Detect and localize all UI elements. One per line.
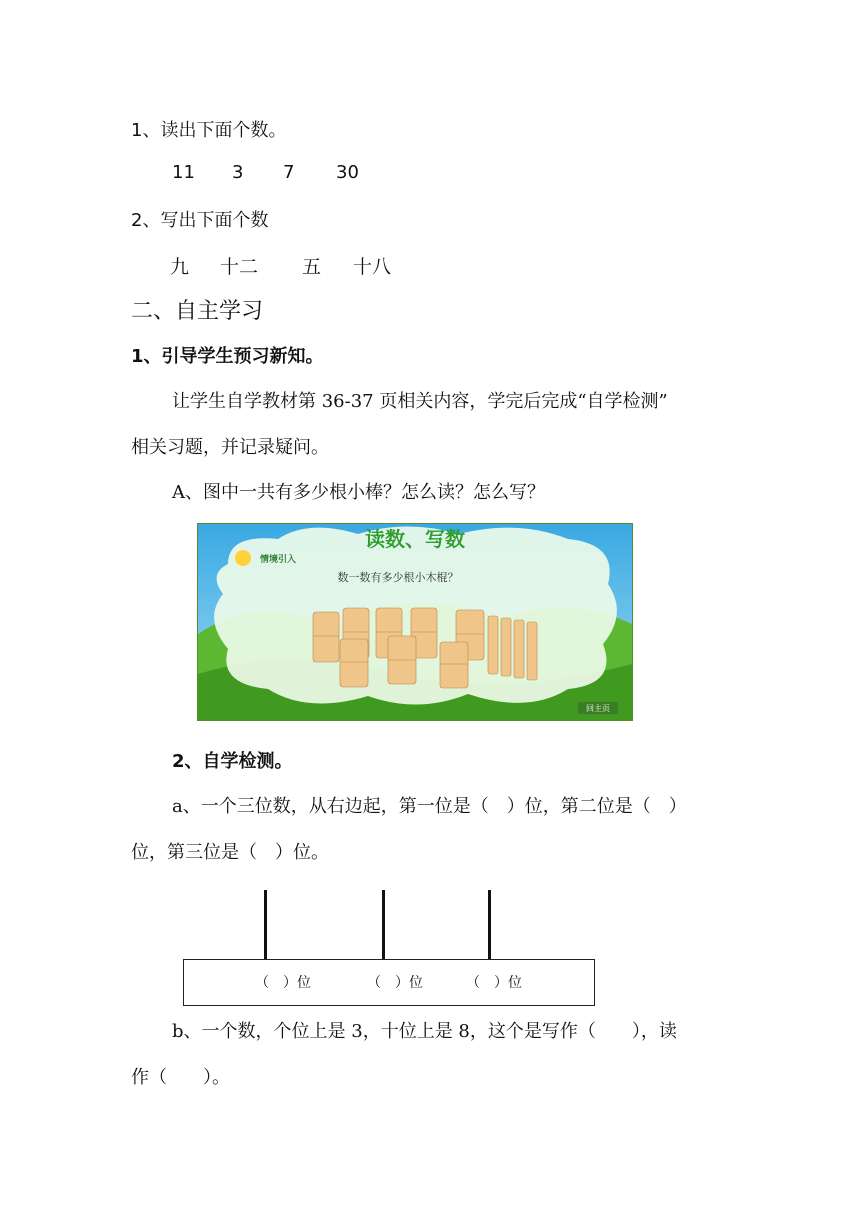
subheading: 1、引导学生预习新知。 — [131, 346, 324, 367]
number-item: 30 — [336, 162, 359, 183]
word-item: 五 — [302, 256, 322, 278]
number-item: 11 — [172, 162, 195, 183]
illustration-title: 读数、写数 — [365, 527, 465, 551]
question-a-line: 位，第三位是（ ）位。 — [131, 842, 329, 863]
abacus-rod — [488, 890, 491, 959]
illustration-badge: 情境引入 — [260, 555, 297, 565]
word-item: 九 — [170, 256, 190, 278]
abacus-rod — [264, 890, 267, 959]
question-b-line: 作（ ）。 — [131, 1067, 230, 1088]
question-1-title: 1、读出下面个数。 — [131, 120, 287, 141]
place-label: （ ）位 — [367, 975, 423, 991]
question-a: A、图中一共有多少根小棒？怎么读？怎么写？ — [172, 482, 545, 503]
word-item: 十二 — [220, 256, 259, 278]
question-b-line: b、一个数，个位上是 3，十位上是 8，这个是写作（ ），读 — [172, 1021, 677, 1042]
number-item: 7 — [283, 162, 295, 183]
question-a-line: a、一个三位数，从右边起，第一位是（ ）位，第二位是（ ） — [172, 796, 687, 817]
abacus-rod — [382, 890, 385, 959]
place-label: （ ）位 — [466, 975, 522, 991]
section-heading: 二、自主学习 — [131, 299, 264, 324]
subheading: 2、自学检测。 — [172, 751, 293, 772]
counting-sticks-illustration — [197, 523, 633, 721]
word-item: 十八 — [353, 256, 392, 278]
illustration-question: 数一数有多少根小木棍？ — [337, 571, 459, 584]
number-item: 3 — [232, 162, 244, 183]
question-2-title: 2、写出下面个数 — [131, 210, 269, 231]
home-link[interactable]: 回主页 — [586, 704, 610, 713]
paragraph-line: 让学生自学教材第 36-37 页相关内容，学完后完成“自学检测” — [172, 391, 668, 412]
paragraph-line: 相关习题，并记录疑问。 — [131, 437, 329, 458]
place-label: （ ）位 — [255, 975, 311, 991]
